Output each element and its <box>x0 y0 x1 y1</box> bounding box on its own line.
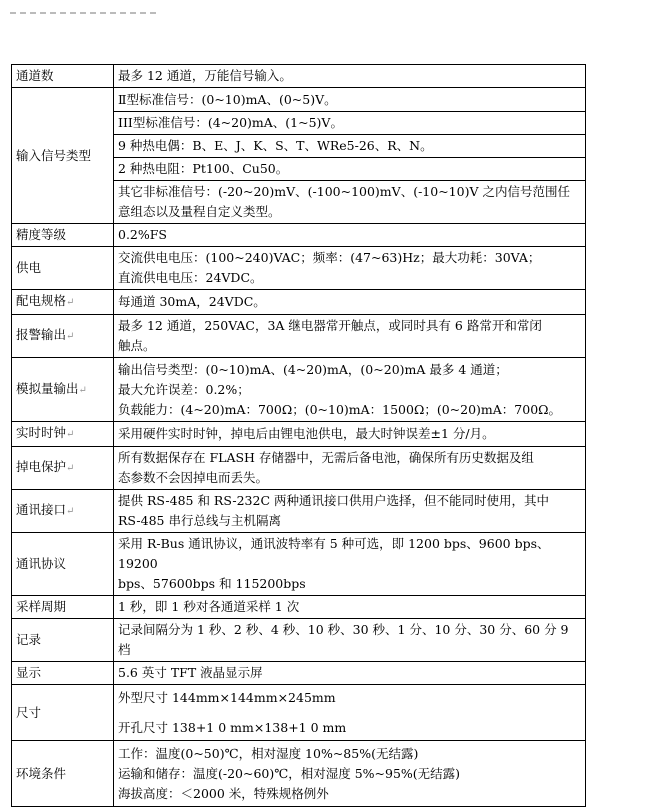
spec-label-text: 采样周期 <box>16 599 67 614</box>
spec-value-line: 意组态以及量程自定义类型。 <box>118 204 281 219</box>
spec-value-line: 所有数据保存在 FLASH 存储器中，无需后备电池，确保所有历史数据及组 <box>118 450 534 465</box>
spec-value-line: 0.2%FS <box>118 227 167 242</box>
spec-value <box>114 315 586 358</box>
spec-label-text: 尺寸 <box>16 704 42 720</box>
spec-value-line: 9 种热电偶：B、E、J、K、S、T、WRe5-26、R、N。 <box>118 138 433 153</box>
spec-label <box>12 447 114 490</box>
spec-label-text: 供电 <box>16 260 42 275</box>
spec-value-line: 外型尺寸 144mm×144mm×245mm <box>118 689 336 705</box>
spec-value <box>114 135 586 158</box>
spec-label <box>12 662 114 685</box>
spec-label <box>12 422 114 447</box>
spec-row <box>12 247 586 290</box>
spec-label <box>12 741 114 807</box>
spec-value-line: 记录间隔分为 1 秒、2 秒、4 秒、10 秒、30 秒、1 分、10 分、30 分、60 分 9 <box>118 622 569 637</box>
spec-value-line: RS-485 串行总线与主机隔离 <box>118 513 281 528</box>
spec-table <box>11 64 586 807</box>
return-mark-icon: ↵ <box>78 384 87 396</box>
spec-value-line: 开孔尺寸 138+1 0 mm×138+1 0 mm <box>118 719 347 735</box>
spec-value <box>114 181 586 224</box>
spec-value-line: 最多 12 通道，250VAC，3A 继电器常开触点，或同时具有 6 路常开和常闭 <box>118 318 542 333</box>
return-mark-icon: ↵ <box>66 429 75 440</box>
spec-value-line: 输出信号类型：(0~10)mA、(4~20)mA，(0~20)mA 最多 4 通道； <box>118 361 508 377</box>
spec-label-text: 通道数 <box>16 68 54 83</box>
spec-value <box>114 685 586 741</box>
spec-value-line: 2 种热电阻：Pt100、Cu50。 <box>118 161 289 176</box>
spec-row <box>12 358 586 422</box>
spec-row <box>12 290 586 315</box>
spec-value-line: Ⅱ型标准信号：(0~10)mA、(0~5)V。 <box>118 91 337 107</box>
spec-label <box>12 88 114 224</box>
spec-row <box>12 596 586 619</box>
spec-row <box>12 422 586 447</box>
spec-row <box>12 619 586 662</box>
spec-label <box>12 290 114 315</box>
spec-value-line: 海拔高度：＜2000 米，特殊规格例外 <box>118 785 329 801</box>
spec-label <box>12 685 114 741</box>
return-mark-icon: ↵ <box>66 506 75 517</box>
spec-label <box>12 490 114 533</box>
spec-label-text: 报警输出 <box>16 327 67 342</box>
spec-value-line: 最大允许误差：0.2%； <box>118 381 250 397</box>
spec-row <box>12 88 586 112</box>
header-rule <box>10 12 160 14</box>
spec-row <box>12 315 586 358</box>
spec-value-line: 运输和储存：温度(-20~60)℃，相对湿度 5%~95%(无结露) <box>118 765 461 781</box>
spec-value-line <box>118 708 581 718</box>
spec-label-text: 配电规格 <box>16 293 67 308</box>
spec-value-line: 提供 RS-485 和 RS-232C 两种通讯接口供用户选择，但不能同时使用，其中 <box>118 493 549 508</box>
spec-label <box>12 619 114 662</box>
spec-label <box>12 224 114 247</box>
spec-value-line: 直流供电电压：24VDC。 <box>118 270 263 285</box>
return-mark-icon: ↵ <box>66 463 75 474</box>
spec-value <box>114 533 586 596</box>
return-mark-icon: ↵ <box>66 331 75 342</box>
spec-value-line: 负载能力：(4~20)mA：700Ω；(0~10)mA：1500Ω；(0~20)mA：700Ω。 <box>118 401 562 417</box>
spec-label-text: 通讯接口 <box>16 502 67 517</box>
spec-value-line: III型标准信号：(4~20)mA、(1~5)V。 <box>118 115 343 130</box>
spec-value-line: 每通道 30mA，24VDC。 <box>118 294 266 309</box>
spec-value <box>114 290 586 315</box>
spec-label-text: 掉电保护 <box>16 459 67 474</box>
spec-value <box>114 224 586 247</box>
spec-value-line: 触点。 <box>118 338 156 353</box>
spec-value-line: 最多 12 通道，万能信号输入。 <box>118 68 292 83</box>
spec-row <box>12 533 586 596</box>
spec-value-line: 采用硬件实时时钟，掉电后由锂电池供电，最大时钟误差±1 分/月。 <box>118 426 495 441</box>
spec-value-line: 5.6 英寸 TFT 液晶显示屏 <box>118 665 263 680</box>
spec-value-line: 交流供电电压：(100~240)VAC；频率：(47~63)Hz；最大功耗：30VA； <box>118 250 541 265</box>
spec-value <box>114 358 586 422</box>
spec-value <box>114 422 586 447</box>
spec-label-text: 实时时钟 <box>16 425 67 440</box>
spec-label <box>12 315 114 358</box>
return-mark-icon: ↵ <box>66 297 75 308</box>
spec-label-text: 模拟量输出 <box>16 380 79 396</box>
spec-label-text: 精度等级 <box>16 227 67 242</box>
spec-value-line: 1 秒，即 1 秒对各通道采样 1 次 <box>118 599 300 614</box>
spec-label-text: 输入信号类型 <box>16 147 92 163</box>
spec-value-line: 态参数不会因掉电而丢失。 <box>118 470 269 485</box>
spec-value <box>114 619 586 662</box>
spec-label <box>12 596 114 619</box>
spec-value <box>114 662 586 685</box>
spec-row <box>12 447 586 490</box>
spec-row <box>12 662 586 685</box>
spec-value-line: 其它非标准信号：(-20~20)mV、(-100~100)mV、(-10~10)V 之内信号范围任 <box>118 184 570 199</box>
spec-value <box>114 741 586 807</box>
spec-value-line: 采用 R-Bus 通讯协议，通讯波特率有 5 种可选，即 1200 bps、9600 bps、19200 <box>118 536 550 571</box>
spec-label <box>12 65 114 88</box>
spec-row <box>12 741 586 807</box>
spec-value <box>114 447 586 490</box>
spec-value <box>114 596 586 619</box>
spec-label <box>12 533 114 596</box>
spec-label-text: 记录 <box>16 632 42 647</box>
spec-row <box>12 490 586 533</box>
spec-label-text: 显示 <box>16 665 42 680</box>
spec-value <box>114 490 586 533</box>
spec-label-text: 通讯协议 <box>16 556 67 571</box>
spec-label-text: 环境条件 <box>16 765 67 781</box>
spec-row <box>12 685 586 741</box>
spec-row <box>12 65 586 88</box>
spec-label <box>12 358 114 422</box>
spec-value <box>114 88 586 112</box>
spec-value <box>114 112 586 135</box>
spec-value <box>114 65 586 88</box>
spec-value-line: 档 <box>118 642 131 657</box>
spec-row <box>12 224 586 247</box>
spec-label <box>12 247 114 290</box>
spec-value <box>114 247 586 290</box>
spec-value-line: 工作：温度(0~50)℃，相对湿度 10%~85%(无结露) <box>118 745 419 761</box>
spec-value <box>114 158 586 181</box>
spec-value-line: bps、57600bps 和 115200bps <box>118 576 306 591</box>
